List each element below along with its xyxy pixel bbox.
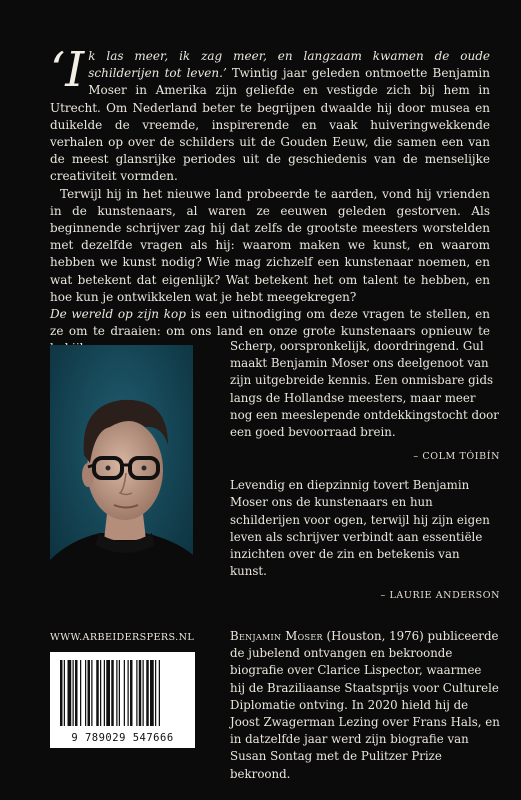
barcode-bar (130, 660, 133, 726)
barcode-bar (104, 660, 105, 726)
dropcap: ‘I (50, 42, 85, 98)
author-bio-text: (Houston, 1976) publiceerde de jubelend ontvangen en bekroonde biografie over Clarice Lispector, waarmee hij de Braziliaanse Staatsprijs voor Culturele Diplomatie ontving. In 2020 hield hij de Joost Zwagerman Lezing over Frans Hals, en in datzelfde jaar werd zijn biografie van Susan Sontag met de Pulitzer Prize bekroond. (230, 629, 500, 781)
review-quotes (230, 338, 500, 601)
isbn-barcode (50, 652, 195, 748)
barcode-bar (91, 660, 92, 726)
barcode-bar (96, 660, 99, 726)
barcode-bar (139, 660, 142, 726)
barcode-bar (143, 660, 144, 726)
blurb-text-3: is een uitnodiging om deze vragen te stellen, en ze om te draaien: om ons land en onze grote kunstenaars opnieuw te (50, 307, 491, 339)
barcode-bar (80, 660, 81, 726)
review-quote-1: Scherp, oorspronkelijk, doordringend. Gul maakt Benjamin Moser ons deelgenoot van zijn uitgebreide kennis. Een onmisbare gids langs de Hollandse meesters, maar meer nog een meeslepende ontdekkingstocht door een goed bevoorraad brein. (230, 339, 499, 440)
barcode-bars (50, 652, 195, 732)
isbn-number: 9 789029 547666 (71, 732, 174, 744)
barcode-bar (150, 660, 154, 726)
author-photo (50, 345, 193, 620)
blurb (50, 42, 491, 358)
barcode-bar (64, 660, 65, 726)
blurb-paragraph-2 (50, 186, 490, 358)
author-bio (230, 628, 500, 783)
barcode-bar (85, 660, 86, 726)
barcode-bar (100, 660, 101, 726)
review-author-1: – COLM TÓIBÍN (413, 451, 500, 463)
blurb-text-1: Twintig jaar geleden ontmoette Benjamin Moser in Amerika zijn geliefde en vestigde zich bij hem in Utrecht. Om Nederland beter te begrijpen dwaalde hij door musea en duikelde de vreemde, inspirerende en vaak huiveringwekkende verhalen op over de schilders uit de Gouden Eeuw, die samen een van de meest glansrijke periodes uit de geschiedenis van de menselijke creativiteit vormden. (50, 66, 490, 184)
barcode-bar (116, 660, 117, 726)
barcode-bar (68, 660, 72, 726)
barcode-bar (155, 660, 156, 726)
barcode-bar (111, 660, 114, 726)
barcode-bar (88, 660, 91, 726)
review-quote-2: Levendig en diepzinnig tovert Benjamin Moser ons de kunstenaars en hun schilderijen voor ogen, terwijl hij zijn eigen leven als schrijver verbindt aan essentiële inzichten over de zin en betekenis van kunst. (230, 478, 490, 579)
barcode-bar (159, 660, 160, 726)
review-author-2: – LAURIE ANDERSON (380, 590, 500, 602)
barcode-bar (146, 660, 149, 726)
opening-quote: k las meer, ik zag meer, en langzaam kwamen de oude schilderijen tot leven.’ (88, 49, 490, 81)
publisher-website: WWW.ARBEIDERSPERS.NL (50, 632, 195, 643)
book-title-inline: De wereld op zijn kop (50, 307, 186, 322)
barcode-bar (128, 660, 129, 726)
blurb-paragraph-1 (50, 42, 490, 186)
barcode-bar (73, 660, 74, 726)
barcode-bar (136, 660, 137, 726)
author-portrait-illustration (50, 345, 193, 620)
blurb-text-2: Terwijl hij in het nieuwe land probeerde te aarden, vond hij vrienden in de kunstenaars, al waren ze eeuwen geleden gestorven. Als beginnende schrijver zag hij dat zelfs de grootste meesters worstelden met dezelfde vragen als hij: waarom maken we kunst, en waarom hebben we kunst nodig? Wie mag zichzelf een kunstenaar noemen, en wat betekent dat eigenlijk? Wat betekent het om talent te hebben, en hoe kun je ontwikkelen wat je hebt meegekregen? (50, 186, 490, 304)
barcode-bar (60, 660, 63, 726)
author-name: Benjamin Moser (230, 629, 323, 643)
barcode-bar (119, 660, 120, 726)
barcode-bar (75, 660, 78, 726)
barcode-bar (124, 660, 125, 726)
barcode-bar (106, 660, 110, 726)
